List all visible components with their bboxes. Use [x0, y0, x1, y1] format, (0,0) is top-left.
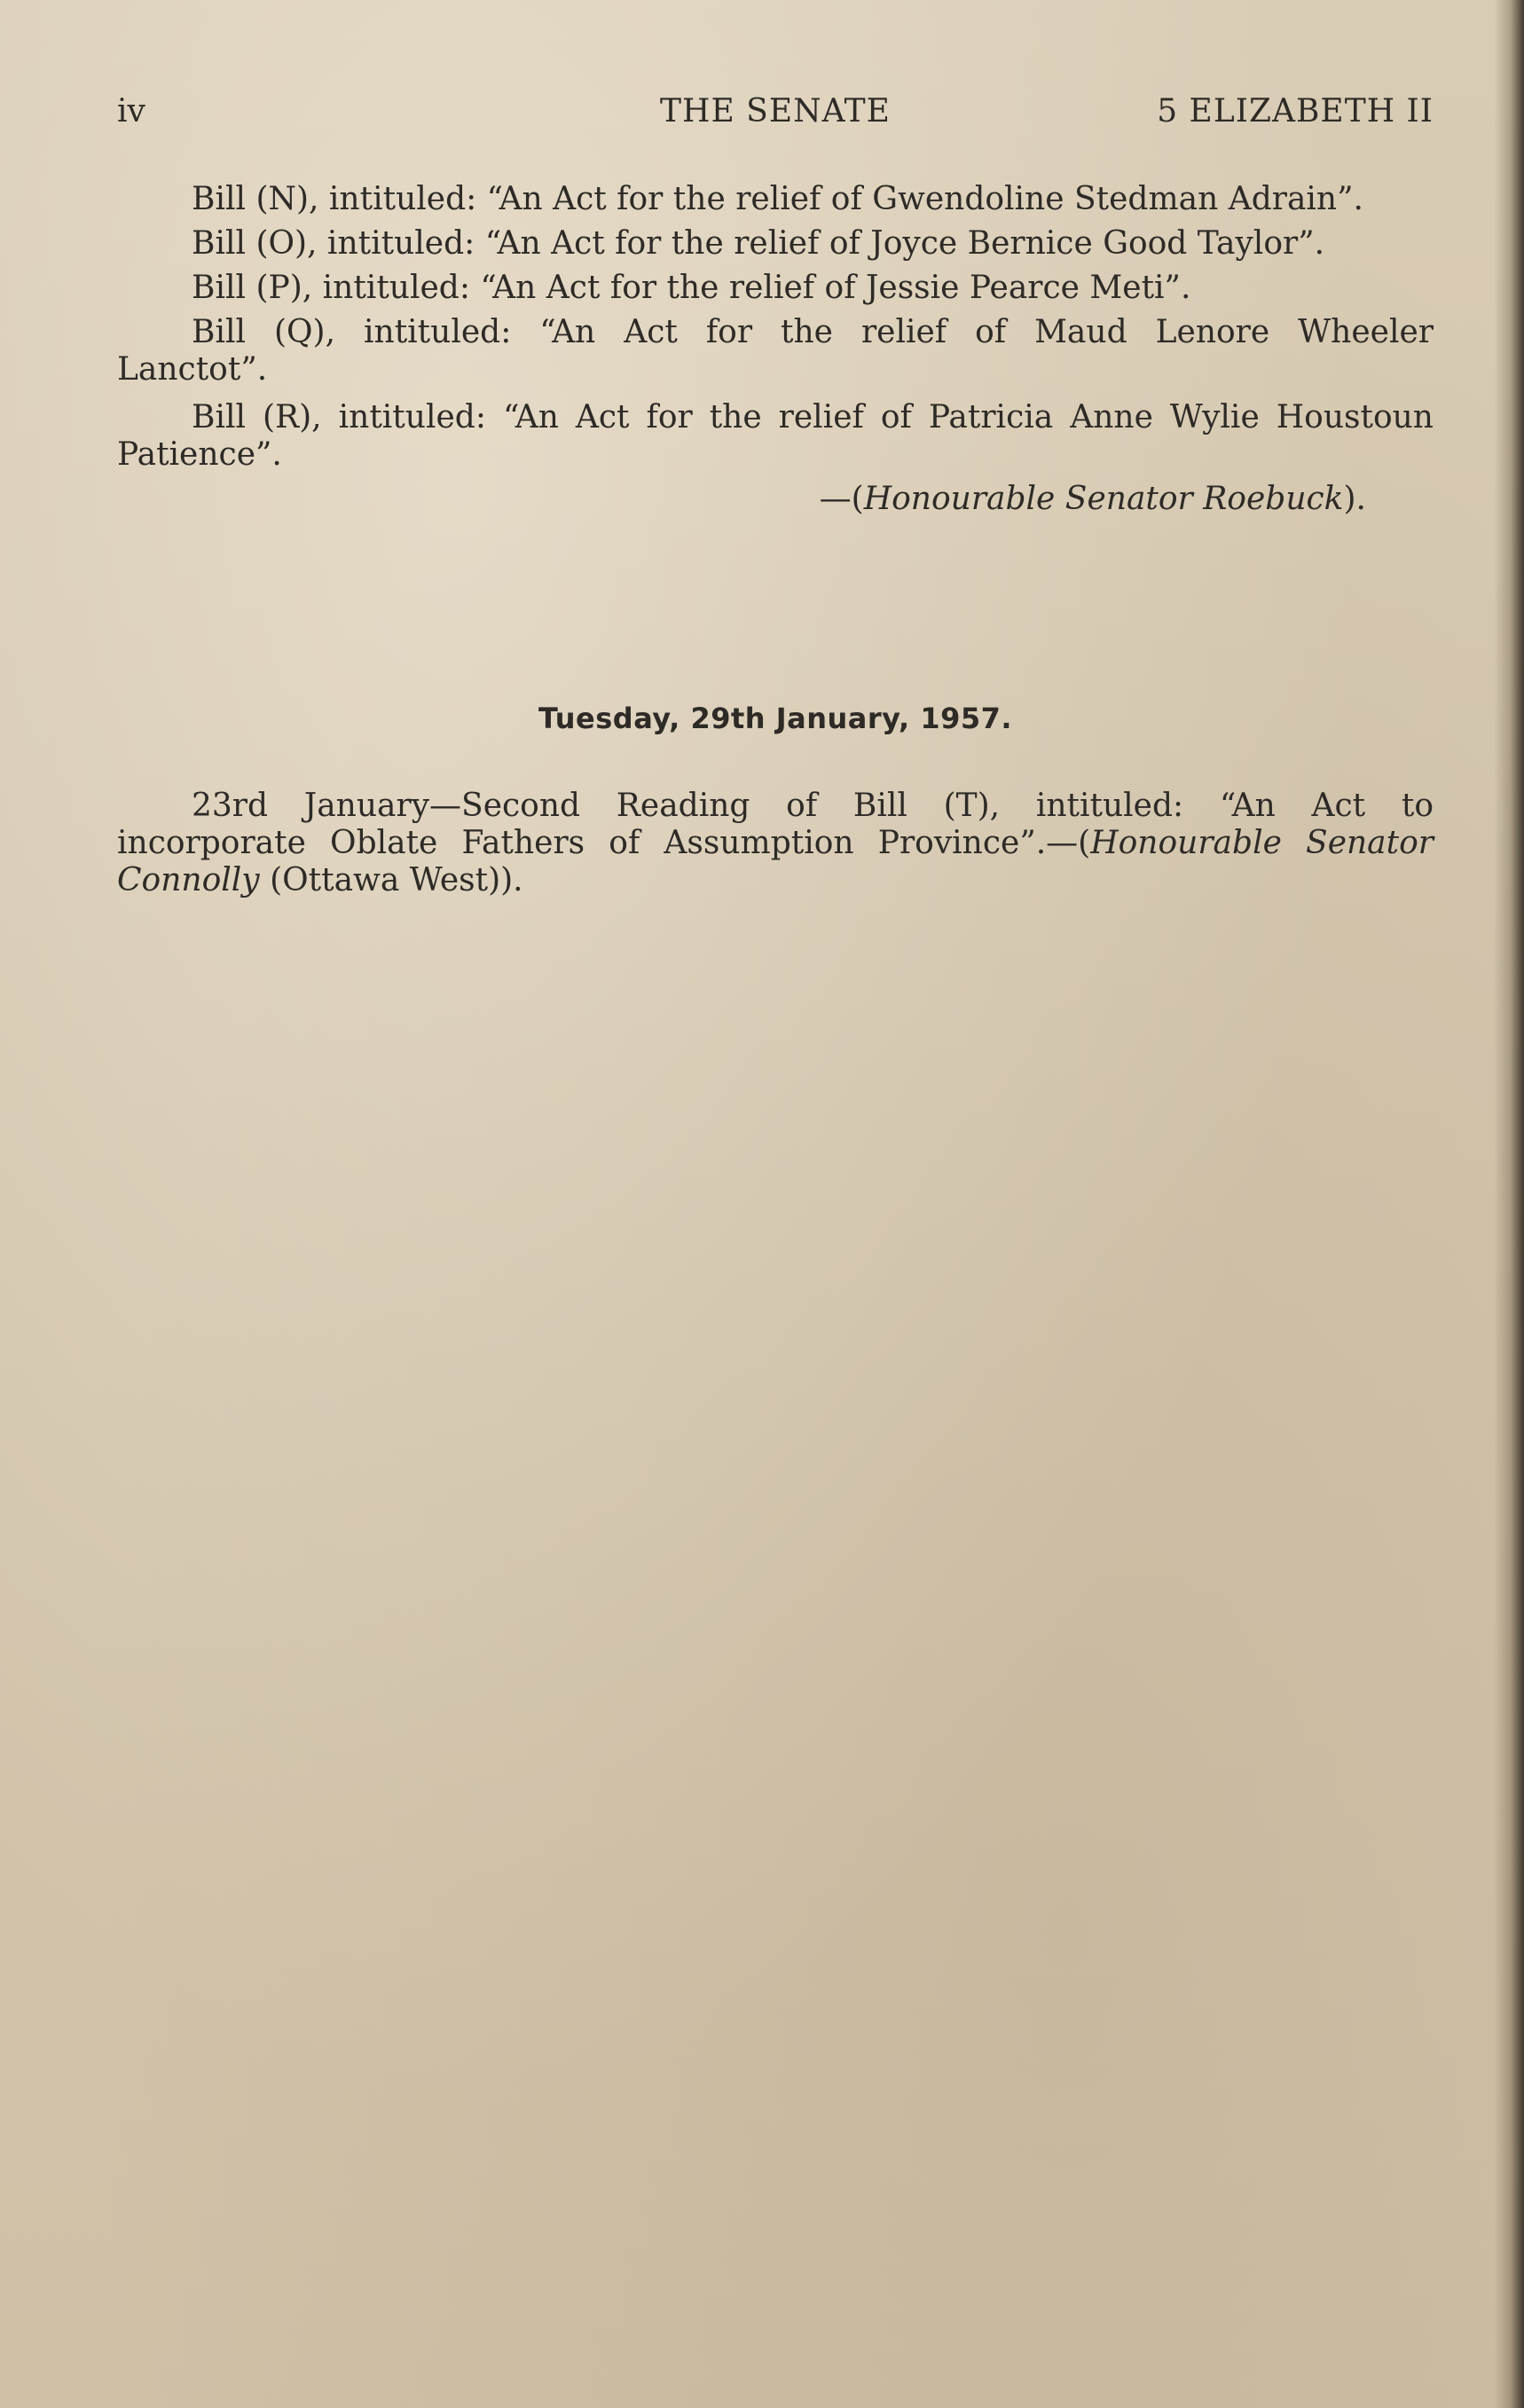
order-line-2-text: incorporate Oblate Fathers of Assumption Province”.—(	[117, 825, 1091, 861]
order-line-1: 23rd January—Second Reading of Bill (T), intituled: “An Act to	[192, 788, 1434, 824]
attribution-roebuck	[117, 481, 1366, 518]
order-line-2	[117, 825, 1434, 862]
header-title: THE SENATE	[660, 93, 891, 129]
bill-line: Patience”.	[117, 436, 282, 473]
bill-entry-o	[117, 225, 1434, 263]
bill-entry-q	[117, 314, 1434, 388]
order-line-3-senator: Connolly	[117, 862, 260, 898]
running-header	[117, 92, 1434, 131]
bill-entry-n	[117, 181, 1434, 218]
date-heading: Tuesday, 29th January, 1957.	[538, 702, 1013, 735]
attribution-prefix: —(	[819, 481, 864, 517]
bill-line: Bill (P), intituled: “An Act for the relief of Jessie Pearce Meti”.	[192, 270, 1191, 306]
bill-entry-r	[117, 399, 1434, 474]
bill-line: Lanctot”.	[117, 351, 268, 388]
bill-line: Bill (O), intituled: “An Act for the relief of Joyce Bernice Good Taylor”.	[192, 225, 1325, 262]
bill-entry-p	[117, 270, 1434, 307]
bill-line: Bill (R), intituled: “An Act for the relief of Patricia Anne Wylie Houstoun	[192, 399, 1434, 435]
order-line-3	[117, 862, 1434, 899]
order-line-2-senator: Honourable Senator	[1090, 825, 1434, 861]
header-session: 5 ELIZABETH II	[1157, 93, 1434, 129]
bill-line: Bill (Q), intituled: “An Act for the relief of Maud Lenore Wheeler	[192, 314, 1434, 350]
page-number: iv	[117, 93, 145, 129]
order-of-day-paragraph	[117, 788, 1434, 899]
page-binding-shadow	[1494, 0, 1524, 2408]
attribution-suffix: ).	[1343, 481, 1366, 517]
bill-line: Bill (N), intituled: “An Act for the relief of Gwendoline Stedman Adrain”.	[192, 181, 1363, 217]
attribution-senator: Honourable Senator Roebuck	[863, 481, 1344, 517]
order-line-3-text: (Ottawa West)).	[259, 862, 523, 898]
